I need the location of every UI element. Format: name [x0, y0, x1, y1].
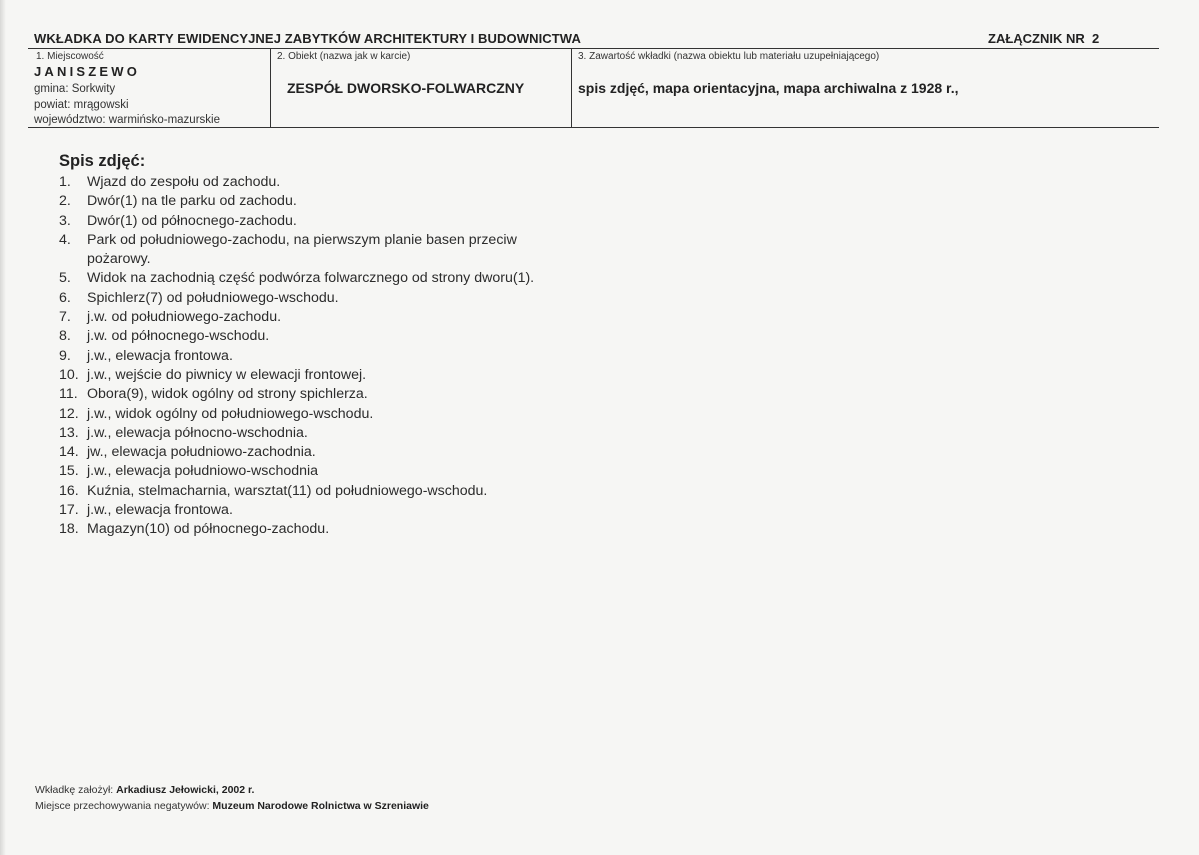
list-item — [59, 308, 579, 327]
list-item-text: Spichlerz(7) od południowego-wschodu. — [87, 289, 339, 306]
list-item-text: j.w., widok ogólny od południowego-wschodu. — [87, 405, 374, 422]
list-item — [59, 501, 579, 520]
list-item — [59, 405, 579, 424]
field-locality — [28, 49, 271, 127]
list-item-number: 9. — [59, 347, 71, 364]
list-item-text: j.w. od północnego-wschodu. — [87, 328, 270, 345]
field-contents — [572, 49, 1159, 127]
list-item-text: j.w., elewacja północno-wschodnia. — [87, 424, 308, 441]
list-item-number: 2. — [59, 193, 71, 210]
list-item-text: j.w. od południowego-zachodu. — [87, 309, 282, 326]
list-item-number: 16. — [59, 482, 79, 499]
list-item-number: 7. — [59, 309, 71, 326]
list-item — [59, 212, 579, 231]
list-item — [59, 424, 579, 443]
town-name: JANISZEWO — [34, 64, 141, 79]
gmina-value: gmina: Sorkwity — [34, 83, 116, 95]
list-item — [59, 289, 579, 308]
storage-line — [35, 800, 429, 812]
list-item — [59, 462, 579, 481]
list-item-number: 15. — [59, 463, 79, 480]
list-item — [59, 347, 579, 366]
list-item-number: 12. — [59, 405, 79, 422]
list-item-text: j.w., elewacja frontowa. — [87, 502, 233, 519]
contents-value: spis zdjęć, mapa orientacyjna, mapa archiwalna z 1928 r., — [578, 80, 959, 96]
list-item-number: 11. — [59, 386, 78, 403]
list-item — [59, 443, 579, 462]
storage-value: Muzeum Narodowe Rolnictwa w Szreniawie — [212, 800, 429, 812]
annex-number: ZAŁĄCZNIK NR 2 — [988, 31, 1100, 46]
list-item-text: Magazyn(10) od północnego-zachodu. — [87, 521, 330, 538]
list-item-text: j.w., elewacja południowo-wschodnia — [87, 463, 319, 480]
list-item-number: 18. — [59, 521, 79, 538]
list-item-number: 6. — [59, 289, 71, 306]
list-item-text: j.w., elewacja frontowa. — [87, 347, 233, 364]
list-item — [59, 366, 579, 385]
author-value: Arkadiusz Jełowicki, 2002 r. — [116, 784, 255, 796]
list-item — [59, 269, 579, 288]
list-item — [59, 231, 579, 270]
list-item-number: 5. — [59, 270, 71, 287]
author-line — [35, 784, 254, 796]
list-item-text: j.w., wejście do piwnicy w elewacji frontowej. — [87, 366, 367, 383]
list-item-text: Park od południowego-zachodu, na pierwszym planie basen przeciw pożarowy. — [87, 231, 517, 268]
field-object — [271, 49, 572, 127]
powiat-value: powiat: mrągowski — [34, 99, 129, 111]
list-item-text: Dwór(1) od północnego-zachodu. — [87, 212, 297, 229]
list-item-text: jw., elewacja południowo-zachodnia. — [87, 444, 316, 461]
field-object-label: 2. Obiekt (nazwa jak w karcie) — [277, 51, 411, 62]
list-item — [59, 482, 579, 501]
photo-list — [59, 173, 579, 540]
list-item-text: Obora(9), widok ogólny od strony spichlerza. — [87, 386, 368, 403]
list-item-number: 13. — [59, 424, 79, 441]
list-item — [59, 327, 579, 346]
author-label: Wkładkę założył: — [35, 784, 117, 796]
wojewodztwo-value: województwo: warmińsko-mazurskie — [34, 114, 220, 126]
list-item-number: 3. — [59, 212, 71, 229]
storage-label: Miejsce przechowywania negatywów: — [35, 800, 213, 812]
photo-list-heading: Spis zdjęć: — [59, 152, 146, 170]
page-edge — [0, 0, 6, 855]
field-contents-label: 3. Zawartość wkładki (nazwa obiektu lub materiału uzupełniającego) — [578, 51, 880, 62]
field-locality-label: 1. Miejscowość — [36, 51, 104, 62]
document-title: WKŁADKA DO KARTY EWIDENCYJNEJ ZABYTKÓW ARCHITEKTURY I BUDOWNICTWA — [34, 31, 581, 46]
list-item — [59, 173, 579, 192]
list-item-number: 17. — [59, 502, 79, 519]
list-item-text: Wjazd do zespołu od zachodu. — [87, 174, 281, 190]
list-item-text: Dwór(1) na tle parku od zachodu. — [87, 193, 297, 210]
list-item-number: 4. — [59, 231, 71, 248]
list-item-number: 14. — [59, 444, 79, 461]
list-item — [59, 385, 579, 404]
list-item-number: 1. — [59, 174, 71, 190]
list-item-text: Widok na zachodnią część podwórza folwarcznego od strony dworu(1). — [87, 270, 535, 287]
list-item — [59, 520, 579, 539]
list-item-number: 10. — [59, 366, 79, 383]
form-table — [28, 48, 1159, 128]
list-item-text: Kuźnia, stelmacharnia, warsztat(11) od południowego-wschodu. — [87, 482, 488, 499]
list-item-number: 8. — [59, 328, 71, 345]
object-name: ZESPÓŁ DWORSKO-FOLWARCZNY — [287, 80, 525, 96]
list-item — [59, 192, 579, 211]
